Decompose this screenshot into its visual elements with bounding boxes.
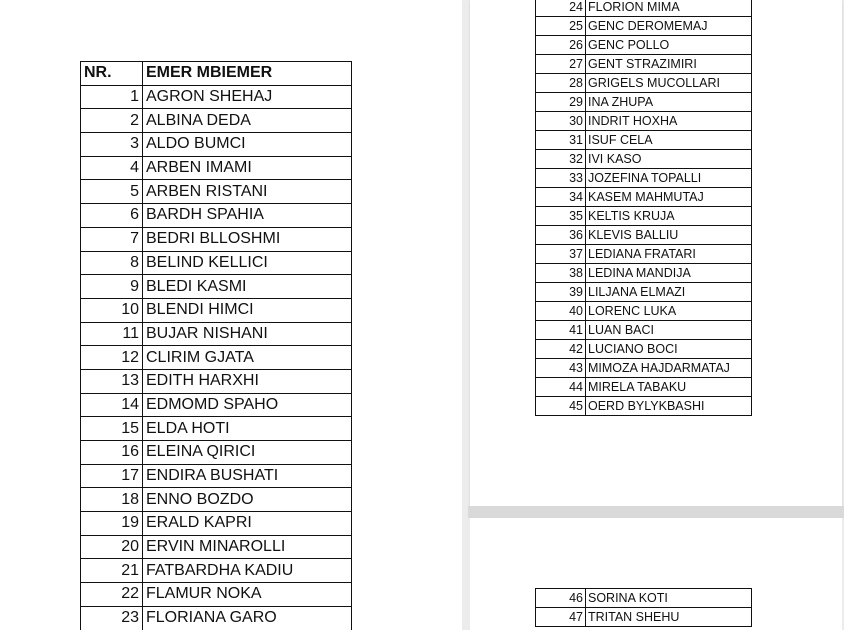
row-name: BEDRI BLLOSHMI — [143, 227, 352, 251]
row-number: 7 — [81, 227, 143, 251]
row-name: ELDA HOTI — [143, 417, 352, 441]
table-row — [536, 378, 752, 397]
row-name: ARBEN IMAMI — [143, 156, 352, 180]
row-name: BLENDI HIMCI — [143, 298, 352, 322]
table-row — [81, 535, 352, 559]
row-number: 12 — [81, 346, 143, 370]
row-name: OERD BYLYKBASHI — [586, 397, 752, 416]
row-number: 24 — [536, 0, 586, 17]
row-number: 5 — [81, 180, 143, 204]
row-name: IVI KASO — [586, 150, 752, 169]
row-number: 45 — [536, 397, 586, 416]
row-number: 21 — [81, 559, 143, 583]
row-name: EDMOMD SPAHO — [143, 393, 352, 417]
table-row — [536, 169, 752, 188]
row-name: LEDINA MANDIJA — [586, 264, 752, 283]
table-row — [81, 559, 352, 583]
row-name: FATBARDHA KADIU — [143, 559, 352, 583]
row-number: 32 — [536, 150, 586, 169]
row-name: INA ZHUPA — [586, 93, 752, 112]
names-table-left-body — [81, 62, 352, 630]
row-name: INDRIT HOXHA — [586, 112, 752, 131]
names-table-right-top-body — [536, 0, 752, 416]
names-table-left — [80, 61, 352, 630]
table-row — [536, 74, 752, 93]
row-name: LEDIANA FRATARI — [586, 245, 752, 264]
table-row — [81, 393, 352, 417]
table-row — [536, 150, 752, 169]
row-name: BELIND KELLICI — [143, 251, 352, 275]
table-row — [81, 298, 352, 322]
row-name: KLEVIS BALLIU — [586, 226, 752, 245]
table-row — [536, 93, 752, 112]
row-name: GRIGELS MUCOLLARI — [586, 74, 752, 93]
row-number: 1 — [81, 85, 143, 109]
row-number: 39 — [536, 283, 586, 302]
table-row — [81, 133, 352, 157]
table-row — [81, 488, 352, 512]
table-row — [536, 359, 752, 378]
row-number: 20 — [81, 535, 143, 559]
row-number: 22 — [81, 583, 143, 607]
row-number: 4 — [81, 156, 143, 180]
table-row — [81, 322, 352, 346]
row-number: 40 — [536, 302, 586, 321]
header-nr: NR. — [81, 62, 143, 86]
row-name: BARDH SPAHIA — [143, 204, 352, 228]
row-number: 35 — [536, 207, 586, 226]
page-gap — [468, 506, 844, 518]
row-number: 15 — [81, 417, 143, 441]
row-number: 43 — [536, 359, 586, 378]
row-number: 30 — [536, 112, 586, 131]
table-row — [536, 55, 752, 74]
table-row — [81, 156, 352, 180]
table-row — [81, 251, 352, 275]
row-number: 29 — [536, 93, 586, 112]
table-row — [536, 321, 752, 340]
table-row — [536, 188, 752, 207]
table-row — [536, 207, 752, 226]
row-number: 31 — [536, 131, 586, 150]
table-row — [536, 397, 752, 416]
document-page-right-bottom — [470, 518, 842, 630]
row-number: 23 — [81, 606, 143, 630]
row-name: JOZEFINA TOPALLI — [586, 169, 752, 188]
names-table-right-bottom — [535, 588, 752, 627]
row-name: ERALD KAPRI — [143, 512, 352, 536]
row-number: 9 — [81, 275, 143, 299]
table-row — [536, 264, 752, 283]
row-number: 13 — [81, 369, 143, 393]
table-row — [536, 0, 752, 17]
row-name: FLORION MIMA — [586, 0, 752, 17]
table-row — [81, 109, 352, 133]
row-name: TRITAN SHEHU — [586, 608, 752, 627]
table-row — [536, 302, 752, 321]
row-number: 25 — [536, 17, 586, 36]
row-name: GENC DEROMEMAJ — [586, 17, 752, 36]
table-row — [81, 441, 352, 465]
table-row — [81, 512, 352, 536]
table-header-row — [81, 62, 352, 86]
table-row — [536, 340, 752, 359]
row-name: ALBINA DEDA — [143, 109, 352, 133]
table-row — [81, 346, 352, 370]
row-name: KASEM MAHMUTAJ — [586, 188, 752, 207]
row-number: 33 — [536, 169, 586, 188]
row-number: 36 — [536, 226, 586, 245]
table-row — [81, 275, 352, 299]
row-name: ENDIRA BUSHATI — [143, 464, 352, 488]
names-table-right-top — [535, 0, 752, 416]
row-number: 14 — [81, 393, 143, 417]
row-number: 17 — [81, 464, 143, 488]
row-number: 11 — [81, 322, 143, 346]
header-name: EMER MBIEMER — [143, 62, 352, 86]
row-name: FLORIANA GARO — [143, 606, 352, 630]
table-row — [81, 369, 352, 393]
row-name: ARBEN RISTANI — [143, 180, 352, 204]
row-number: 2 — [81, 109, 143, 133]
table-row — [536, 283, 752, 302]
row-number: 37 — [536, 245, 586, 264]
table-row — [536, 608, 752, 627]
row-number: 6 — [81, 204, 143, 228]
table-row — [81, 606, 352, 630]
row-name: MIRELA TABAKU — [586, 378, 752, 397]
row-name: ERVIN MINAROLLI — [143, 535, 352, 559]
row-number: 42 — [536, 340, 586, 359]
row-number: 38 — [536, 264, 586, 283]
table-row — [536, 131, 752, 150]
row-name: AGRON SHEHAJ — [143, 85, 352, 109]
table-row — [81, 180, 352, 204]
row-number: 47 — [536, 608, 586, 627]
row-name: LUAN BACI — [586, 321, 752, 340]
row-name: ELEINA QIRICI — [143, 441, 352, 465]
table-row — [81, 583, 352, 607]
row-number: 27 — [536, 55, 586, 74]
row-number: 19 — [81, 512, 143, 536]
row-number: 28 — [536, 74, 586, 93]
row-name: ALDO BUMCI — [143, 133, 352, 157]
table-row — [81, 464, 352, 488]
row-name: LILJANA ELMAZI — [586, 283, 752, 302]
row-name: MIMOZA HAJDARMATAJ — [586, 359, 752, 378]
table-row — [81, 204, 352, 228]
row-name: GENT STRAZIMIRI — [586, 55, 752, 74]
row-name: FLAMUR NOKA — [143, 583, 352, 607]
row-name: SORINA KOTI — [586, 589, 752, 608]
row-name: ISUF CELA — [586, 131, 752, 150]
row-number: 41 — [536, 321, 586, 340]
row-number: 34 — [536, 188, 586, 207]
row-name: CLIRIM GJATA — [143, 346, 352, 370]
table-row — [81, 417, 352, 441]
table-row — [536, 226, 752, 245]
table-row — [536, 36, 752, 55]
row-number: 26 — [536, 36, 586, 55]
row-name: BUJAR NISHANI — [143, 322, 352, 346]
row-number: 44 — [536, 378, 586, 397]
row-name: BLEDI KASMI — [143, 275, 352, 299]
table-row — [536, 17, 752, 36]
row-name: EDITH HARXHI — [143, 369, 352, 393]
row-name: GENC POLLO — [586, 36, 752, 55]
table-row — [536, 589, 752, 608]
row-number: 18 — [81, 488, 143, 512]
document-page-right-top — [470, 0, 842, 506]
names-table-right-bottom-body — [536, 589, 752, 627]
table-row — [81, 85, 352, 109]
table-row — [81, 227, 352, 251]
row-number: 8 — [81, 251, 143, 275]
row-name: KELTIS KRUJA — [586, 207, 752, 226]
row-name: LORENC LUKA — [586, 302, 752, 321]
row-number: 10 — [81, 298, 143, 322]
row-name: LUCIANO BOCI — [586, 340, 752, 359]
table-row — [536, 112, 752, 131]
row-number: 16 — [81, 441, 143, 465]
row-number: 46 — [536, 589, 586, 608]
row-number: 3 — [81, 133, 143, 157]
row-name: ENNO BOZDO — [143, 488, 352, 512]
table-row — [536, 245, 752, 264]
